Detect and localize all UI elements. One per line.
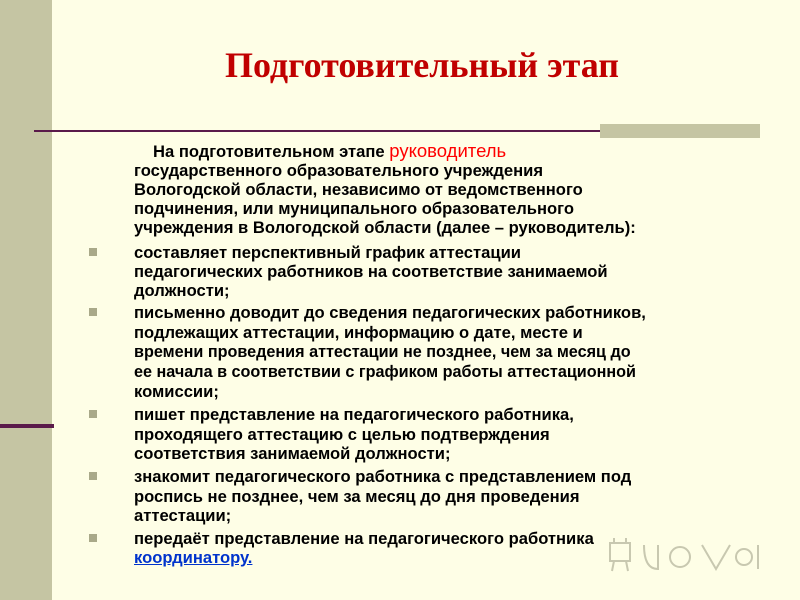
bullet-marker [89,534,97,542]
bullet-2-line-5: комиссии; [134,382,219,401]
bullet-marker [89,472,97,480]
intro-line-2: государственного образовательного учреждения [134,161,544,180]
bullet-1-line-2: педагогических работников на соответствие занимаемой [134,262,608,281]
bullet-4-line-1: знакомит педагогического работника с представлением под [134,467,632,486]
coordinator-link[interactable]: координатору. [134,548,253,567]
bullet-marker [89,410,97,418]
bullet-4-line-3: аттестации; [134,506,232,525]
bullet-2-line-4: ее начала в соответствии с графиком работы аттестационной [134,363,637,381]
bullet-marker [89,308,97,316]
bullet-3-line-3: соответствия занимаемой должности; [134,444,451,463]
bullet-2-line-1: письменно доводит до сведения педагогических работников, [134,303,646,322]
bullet-2-line-2: подлежащих аттестации, информацию о дате, месте и [134,323,583,342]
bullet-2-line-3: времени проведения аттестации не позднее, чем за месяц до [134,343,631,361]
divider-accent-block [600,124,760,138]
presentation-logo-icon [606,535,766,575]
bullet-5-line-2 [134,548,294,567]
bullet-3-line-1: пишет представление на педагогического работника, [134,405,574,424]
intro-line-5: учреждения в Вологодской области (далее – руководитель): [134,218,636,237]
bullet-1-line-3: должности; [134,281,230,300]
bullet-marker [89,248,97,256]
intro-line-4: подчинения, или муниципального образовательного [134,199,574,218]
left-decor-underline [0,424,54,428]
intro-text: На подготовительном этапе [153,142,390,161]
left-decor-bar [0,0,52,600]
intro-highlight: руководитель [389,140,507,161]
intro-line-1 [153,141,573,161]
intro-line-3: Вологодской области, независимо от ведомственного [134,180,583,199]
bullet-5-line-1: передаёт представление на педагогического работника [134,529,594,548]
bullet-3-line-2: проходящего аттестацию с целью подтверждения [134,425,550,444]
slide-title: Подготовительный этап [224,45,620,85]
bullet-4-line-2: роспись не позднее, чем за месяц до дня проведения [134,487,580,506]
bullet-1-line-1: составляет перспективный график аттестации [134,243,521,262]
